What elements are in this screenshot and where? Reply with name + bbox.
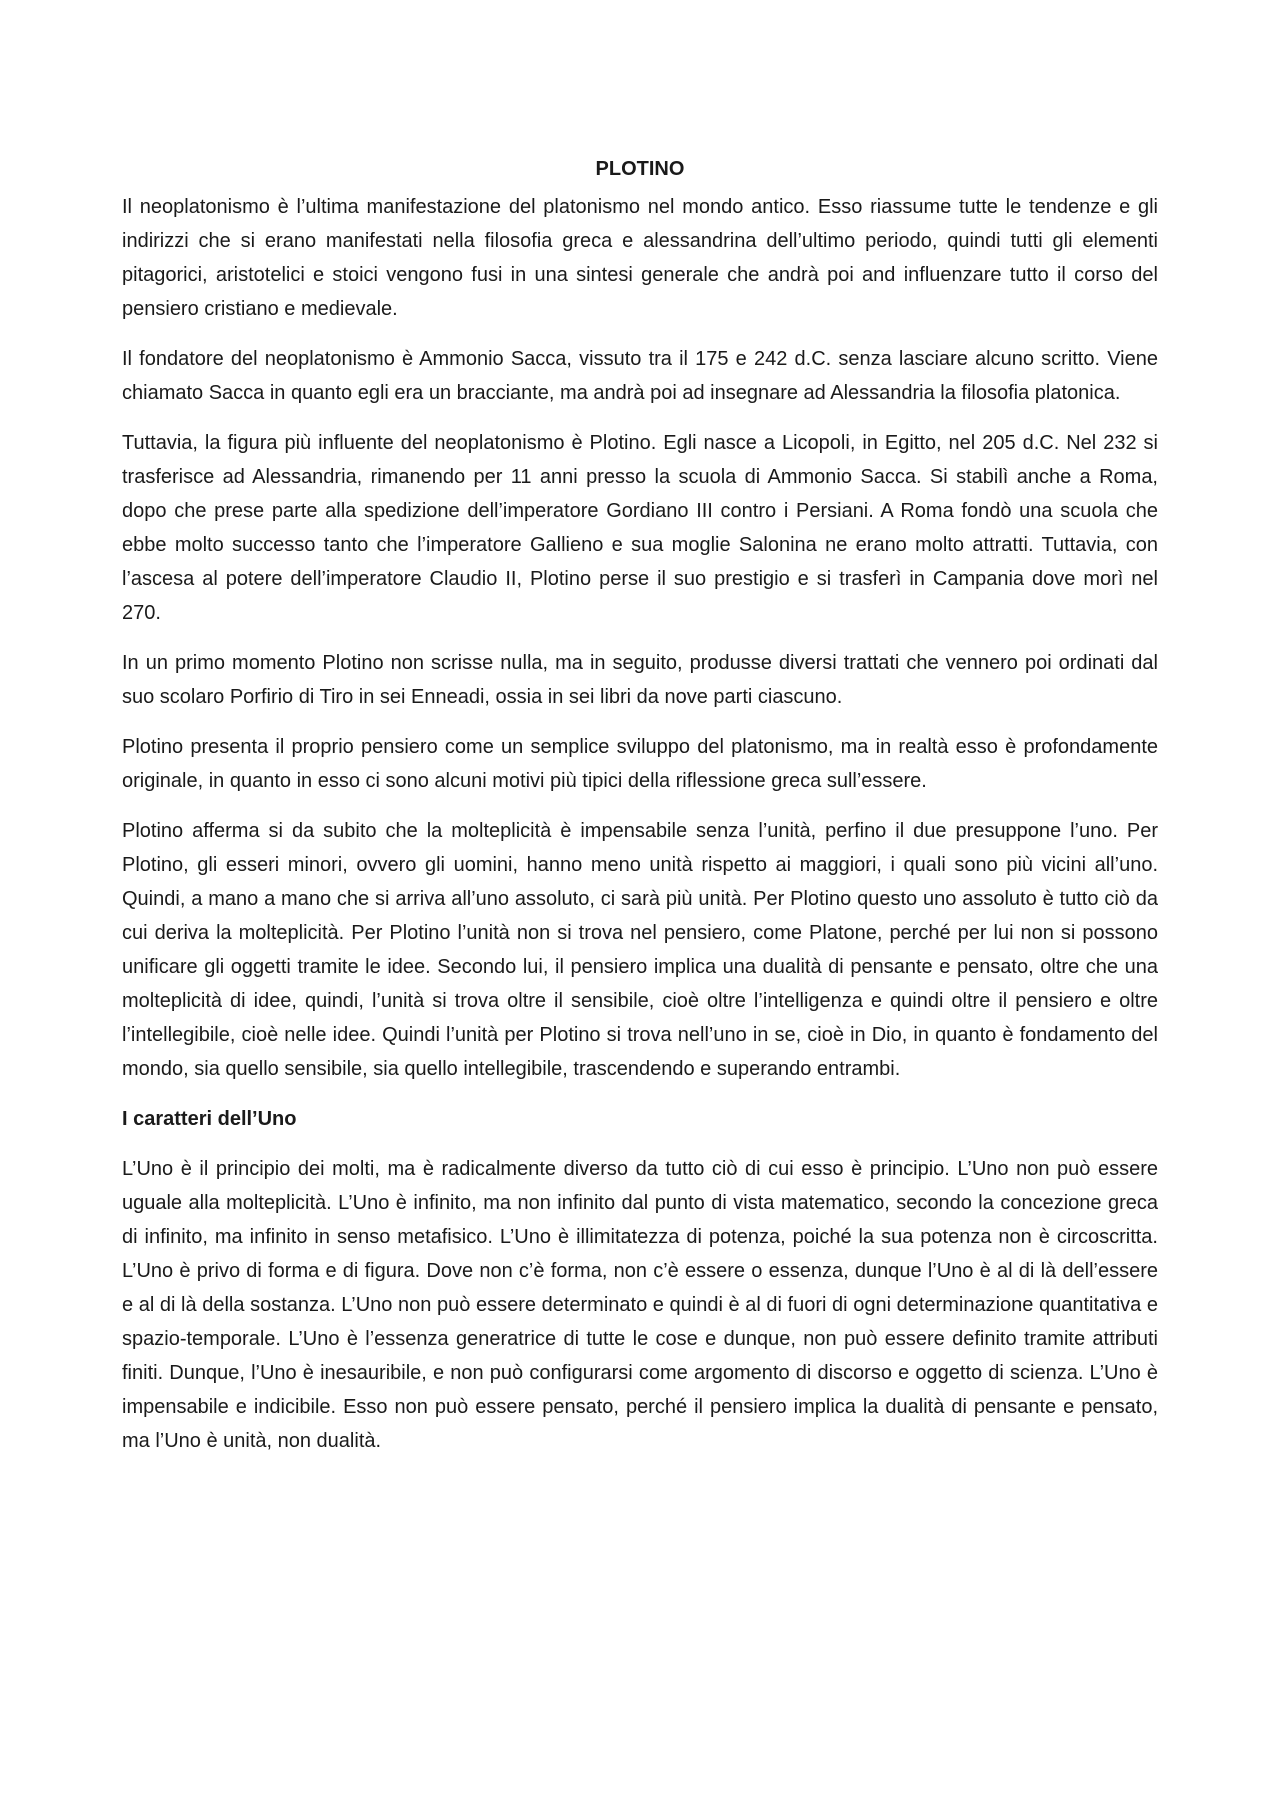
paragraph-plotino-biography: Tuttavia, la figura più influente del neoplatonismo è Plotino. Egli nasce a Licopoli, in Egitto, nel 205 d.C. Nel 232 si trasferisce ad Alessandria, rimanendo per 11 anni presso la scuola di Ammonio Sacca. Si stabilì anche a Roma, dopo che prese parte alla spedizione dell’imperatore Gordiano III contro i Persiani. A Roma fondò una scuola che ebbe molto successo tanto che l’imperatore Gallieno e sua moglie Salonina ne erano molto attratti. Tuttavia, con l’ascesa al potere dell’imperatore Claudio II, Plotino perse il suo prestigio e si trasferì in Campania dove morì nel 270. [122, 432, 1158, 624]
page-title: PLOTINO [595, 158, 685, 180]
paragraph-originality: Plotino presenta il proprio pensiero come un semplice sviluppo del platonismo, ma in realtà esso è profondamente originale, in quanto in esso ci sono alcuni motivi più tipici della riflessione greca sull’essere. [122, 736, 1158, 792]
paragraph-caratteri-uno: L’Uno è il principio dei molti, ma è radicalmente diverso da tutto ciò di cui esso è principio. L’Uno non può essere uguale alla molteplicità. L’Uno è infinito, ma non infinito dal punto di vista matematico, secondo la concezione greca di infinito, ma infinito in senso metafisico. L’Uno è illimitatezza di potenza, poiché la sua potenza non è circoscritta. L’Uno è privo di forma e di figura. Dove non c’è forma, non c’è essere o essenza, dunque l’Uno è al di là dell’essere e al di là della sostanza. L’Uno non può essere determinato e quindi è al di fuori di ogni determinazione quantitativa e spazio-temporale. L’Uno è l’essenza generatrice di tutte le cose e dunque, non può essere definito tramite attributi finiti. Dunque, l’Uno è inesauribile, e non può configurarsi come argomento di discorso e oggetto di scienza. L’Uno è impensabile e indicibile. Esso non può essere pensato, perché il pensiero implica la dualità di pensante e pensato, ma l’Uno è unità, non dualità. [122, 1158, 1158, 1452]
paragraph-neoplatonism-intro: Il neoplatonismo è l’ultima manifestazione del platonismo nel mondo antico. Esso riassume tutte le tendenze e gli indirizzi che si erano manifestati nella filosofia greca e alessandrina dell’ultimo periodo, quindi tutti gli elementi pitagorici, aristotelici e stoici vengono fusi in una sintesi generale che andrà poi and influenzare tutto il corso del pensiero cristiano e medievale. [122, 196, 1158, 320]
document-body [122, 152, 1158, 1474]
section-heading: I caratteri dell’Uno [122, 1108, 297, 1130]
paragraph-unity-multiplicity: Plotino afferma si da subito che la molteplicità è impensabile senza l’unità, perfino il due presuppone l’uno. Per Plotino, gli esseri minori, ovvero gli uomini, hanno meno unità rispetto ai maggiori, i quali sono più vicini all’uno. Quindi, a mano a mano che si arriva all’uno assoluto, ci sarà più unità. Per Plotino questo uno assoluto è tutto ciò da cui deriva la molteplicità. Per Plotino l’unità non si trova nel pensiero, come Platone, perché per lui non si possono unificare gli oggetti tramite le idee. Secondo lui, il pensiero implica una dualità di pensante e pensato, oltre che una molteplicità di idee, quindi, l’unità si trova oltre il sensibile, cioè oltre l’intelligenza e quindi oltre il pensiero e oltre l’intellegibile, cioè nelle idee. Quindi l’unità per Plotino si trova nell’uno in se, cioè in Dio, in quanto è fondamento del mondo, sia quello sensibile, sia quello intellegibile, trascendendo e superando entrambi. [122, 820, 1158, 1080]
paragraph-enneadi: In un primo momento Plotino non scrisse nulla, ma in seguito, produsse diversi trattati che vennero poi ordinati dal suo scolaro Porfirio di Tiro in sei Enneadi, ossia in sei libri da nove parti ciascuno. [122, 652, 1158, 708]
paragraph-ammonio-sacca: Il fondatore del neoplatonismo è Ammonio Sacca, vissuto tra il 175 e 242 d.C. senza lasciare alcuno scritto. Viene chiamato Sacca in quanto egli era un bracciante, ma andrà poi ad insegnare ad Alessandria la filosofia platonica. [122, 348, 1158, 404]
